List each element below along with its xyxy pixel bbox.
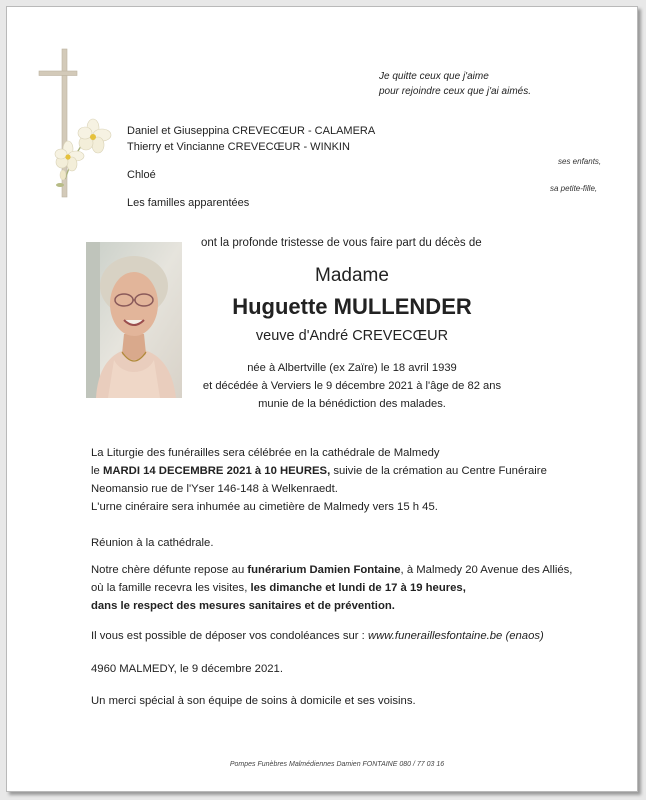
deceased-bio xyxy=(182,359,522,413)
funeral-date: MARDI 14 DECEMBRE 2021 à 10 HEURES, xyxy=(102,465,331,477)
birth-line: née à Albertville (ex Zaïre) le 18 avril 1939 xyxy=(247,362,457,374)
deceased-widow-of: veuve d'André CREVECŒUR xyxy=(255,328,449,344)
deceased-title: Madame xyxy=(315,265,389,286)
family-line-4: Les familles apparentées xyxy=(127,197,250,209)
visit-address: , à Malmedy 20 Avenue des Alliés, xyxy=(400,564,573,576)
deceased-name: Huguette MULLENDER xyxy=(232,294,472,319)
thanks-line: Un merci spécial à son équipe de soins à domicile et ses voisins. xyxy=(91,695,416,707)
funeral-line-2-rest: suivie de la crémation au Centre Funéraire xyxy=(330,465,547,477)
family-line-3: Chloé xyxy=(127,169,156,181)
poem xyxy=(379,69,531,99)
announcement-intro: ont la profonde tristesse de vous faire part du décès de xyxy=(201,237,482,249)
visit-hours: les dimanche et lundi de 17 à 19 heures, xyxy=(250,582,466,594)
death-line: et décédée à Verviers le 9 décembre 2021 à l'âge de 82 ans xyxy=(202,380,502,392)
family-line-1: Daniel et Giuseppina CREVECŒUR - CALAMERA xyxy=(127,125,376,137)
visit-line-2 xyxy=(91,579,572,597)
visit-paragraph xyxy=(91,561,572,615)
visit-line-2-prefix: où la famille recevra les visites, xyxy=(91,582,251,594)
funeral-line-2-prefix: le xyxy=(91,465,103,477)
reunion-line: Réunion à la cathédrale. xyxy=(91,537,214,549)
death-notice-sheet xyxy=(6,6,638,792)
funeral-line-3: Neomansio rue de l'Yser 146-148 à Welkenraedt. xyxy=(91,483,338,495)
visit-line-3 xyxy=(91,597,572,615)
funeral-line-2 xyxy=(91,462,547,480)
funerarium-name: funérarium Damien Fontaine xyxy=(247,564,401,576)
cross-with-flowers-icon xyxy=(35,47,115,202)
visit-prefix: Notre chère défunte repose au xyxy=(91,564,248,576)
blessing-line: munie de la bénédiction des malades. xyxy=(258,398,446,410)
place-date: 4960 MALMEDY, le 9 décembre 2021. xyxy=(91,663,283,675)
funeral-line-4: L'urne cinéraire sera inhumée au cimetière de Malmedy vers 15 h 45. xyxy=(91,501,438,513)
sanitary-measures: dans le respect des mesures sanitaires et de prévention. xyxy=(91,600,395,612)
poem-line-2: pour rejoindre ceux que j'ai aimés. xyxy=(379,86,531,97)
condolences-text: Il vous est possible de déposer vos condoléances sur : xyxy=(91,630,368,642)
funeral-home-footer: Pompes Funèbres Malmédiennes Damien FONTAINE 080 / 77 03 16 xyxy=(229,761,445,768)
poem-line-1: Je quitte ceux que j'aime xyxy=(379,71,489,82)
condolences-link[interactable]: www.funeraillesfontaine.be (enaos) xyxy=(367,630,544,642)
portrait-photo xyxy=(86,242,182,398)
relation-granddaughter: sa petite-fille, xyxy=(550,184,598,193)
relation-children: ses enfants, xyxy=(558,157,602,166)
family-line-2: Thierry et Vincianne CREVECŒUR - WINKIN xyxy=(127,141,350,153)
visit-line-1 xyxy=(91,561,572,579)
funeral-line-1: La Liturgie des funérailles sera célébrée en la cathédrale de Malmedy xyxy=(91,447,440,459)
condolences-line xyxy=(91,627,544,645)
funeral-paragraph xyxy=(91,444,547,516)
